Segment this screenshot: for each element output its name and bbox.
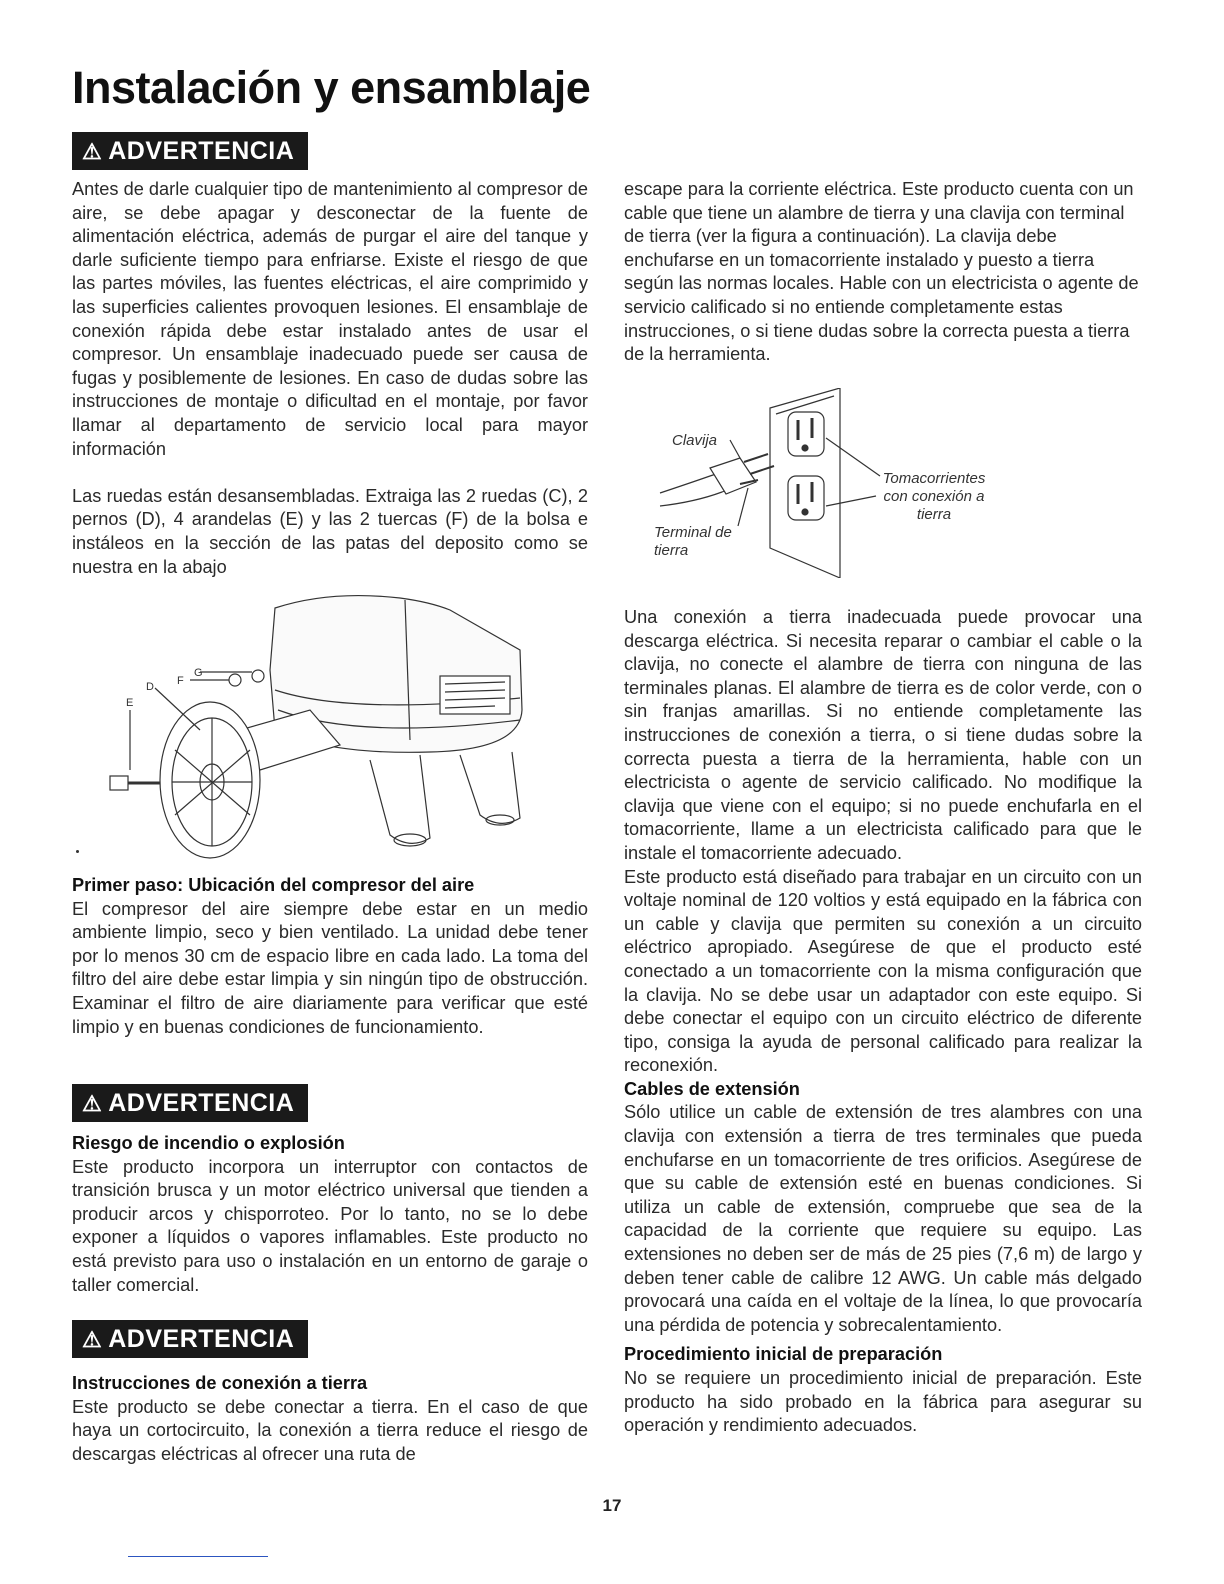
warning-label: ADVERTENCIA [108,1325,295,1353]
page-number: 17 [602,1496,622,1515]
label-e: E [126,697,134,709]
label-g: G [194,667,203,679]
warning-label: ADVERTENCIA [108,1089,295,1117]
grounding-heading: Instrucciones de conexión a tierra [72,1373,368,1393]
warning-triangle-icon: ⚠ [82,139,103,164]
label-d: D [146,681,154,693]
compressor-wheel-diagram [100,580,540,870]
voltage-paragraph: Este producto está diseñado para trabajar en un circuito con un voltaje nominal de 120 voltios y está equipado en la fábrica con un cable y clavija que permiten su conexión a un circuito eléctrico apropiado. Asegúrese de que el producto esté conectado a un tomacorriente con la misma configuración que la clavija. No se debe usar un adaptador con este equipo. Si debe conectar el equipo con un circuito eléctrico de diferente tipo, consiga la ayuda de personal calificado para realizar la reconexión. [624,866,1142,1076]
warning-banner-1 [72,132,308,170]
warning-triangle-icon: ⚠ [82,1327,103,1352]
warning-label: ADVERTENCIA [108,137,295,165]
step1-section [72,874,588,1039]
grounding-continued-paragraph: escape para la corriente eléctrica. Este producto cuenta con un cable que tiene un alambre de tierra y una clavija con terminal de tierra (ver la figura a continuación). La clavija debe enchufarse en un tomacorriente instalado y puesto a tierra según las normas locales. Hable con un electricista o agente de servicio calificado si no entiende completamente estas instrucciones, o si tiene dudas sobre la correcta puesta a tierra de la herramienta. [624,179,1139,365]
wheels-paragraph: Las ruedas están desansembladas. Extraiga las 2 ruedas (C), 2 pernos (D), 4 arandelas (E) y las 2 tuercas (F) de la bolsa e instáleos en la sección de las patas del deposito como se nuestra en la abajo [72,485,588,577]
grounding-paragraph: Este producto se debe conectar a tierra. En el caso de que haya un cortocircuito, la conexión a tierra reduce el riesgo de descargas eléctricas al ofrecer una ruta de [72,1396,588,1464]
extension-cords-heading: Cables de extensión [624,1078,800,1099]
label-f: F [177,675,184,687]
right-column-top [624,178,1142,367]
initial-setup-heading: Procedimiento inicial de preparación [624,1344,943,1365]
stray-dot [76,850,79,853]
improper-grounding-paragraph: Una conexión a tierra inadecuada puede provocar una descarga eléctrica. Si necesita reparar o cambiar el cable o la clavija, no conecte el alambre de tierra con ninguna de las terminales planas. El alambre de tierra es de color verde, con o sin franjas amarillas. Si no entiende completamente las instrucciones de conexión a tierra, o si tiene dudas sobre la correcta puesta a tierra de la herramienta, hable con un electricista o agente de servicio calificado. No modifique la clavija que viene con el equipo; si no puede enchufarla en el tomacorriente, llame a un electricista calificado para que le instale el tomacorriente adecuado. [624,607,1142,863]
page-title: Instalación y ensamblaje [72,62,591,113]
initial-setup-paragraph: No se requiere un procedimiento inicial de preparación. Este producto ha sido probado en la fábrica para asegurar su operación y rendimiento adecuados. [624,1368,1142,1436]
outlets-label: Tomacorrientes con conexión a tierra [882,470,986,523]
ground-terminal-label: Terminal de tierra [654,524,732,559]
left-column-top [72,178,588,579]
plug-label: Clavija [672,432,718,449]
maintenance-paragraph: Antes de darle cualquier tipo de mantenimiento al compresor de aire, se debe apagar y desconectar de la fuente de alimentación eléctrica, además de purgar el aire del tanque y darle suficiente tiempo para enfriarse. Existe el riesgo de que las partes móviles, las fuentes eléctricas, el aire comprimido y las superficies calientes provoquen lesiones. El ensamblaje de conexión rápida debe estar instalado antes de usar el compresor. Un ensamblaje inadecuado puede ser causa de fugas y posiblemente de lesiones. En caso de dudas sobre las instrucciones de montaje o dificultad en el montaje, por favor llamar al departamento de servicio local para mayor información [72,179,588,459]
warning-banner-2 [72,1084,308,1122]
step1-paragraph: El compresor del aire siempre debe estar en un medio ambiente limpio, seco y bien ventilado. La unidad debe tener por lo menos 30 cm de espacio libre en cada lado. La toma del filtro del aire debe estar limpia y sin ningún tipo de obstrucción. Examinar el filtro de aire diariamente para verificar que esté limpio y en buenas condiciones de funcionamiento. [72,898,588,1037]
step1-heading: Primer paso: Ubicación del compresor del aire [72,875,475,895]
right-column-bottom [624,606,1142,1438]
warning-banner-3 [72,1320,308,1358]
grounding-section [72,1372,588,1466]
warning-triangle-icon: ⚠ [82,1091,103,1116]
extension-cords-paragraph: Sólo utilice un cable de extensión de tres alambres con una clavija con extensión a tierra de tres terminales que pueda enchufarse en un tomacorriente de tres orificios. Asegúrese de que su cable de extensión esté en buenas condiciones. Si utiliza un cable de extensión, compruebe que sea de la capacidad de la corriente que requiere su equipo. Las extensiones no deben ser de más de 25 pies (7,6 m) de largo y deben tener cable de calibre 12 AWG. Un cable más delgado provocará una caída en el voltaje de la línea, lo que provocaría una pérdida de potencia y sobrecalentamiento. [624,1102,1142,1335]
fire-risk-heading: Riesgo de incendio o explosión [72,1133,345,1153]
fire-risk-paragraph: Este producto incorpora un interruptor con contactos de transición brusca y un motor eléctrico universal que tienden a producir arcos y chisporroteo. Por lo tanto, no se lo debe exponer a líquidos o vapores inflamables. Este producto no está previsto para uso o instalación en un entorno de garaje o taller comercial. [72,1156,588,1295]
fire-risk-section [72,1132,588,1297]
footer-rule [128,1556,268,1557]
